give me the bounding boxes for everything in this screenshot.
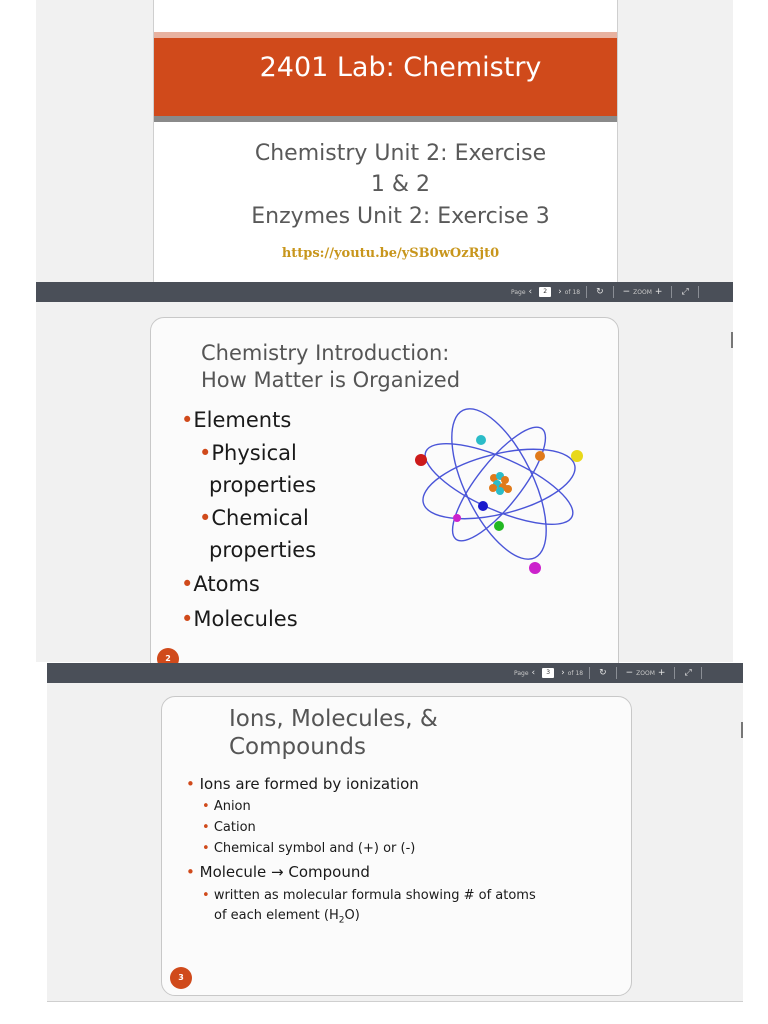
toolbar-divider xyxy=(613,286,614,298)
list-item-text: Elements xyxy=(193,408,292,432)
zoom-in-button[interactable]: + xyxy=(654,287,663,297)
next-page-button[interactable]: › xyxy=(558,287,562,297)
rotate-icon[interactable]: ↻ xyxy=(596,287,604,297)
fullscreen-icon[interactable]: ⤢ xyxy=(681,287,689,297)
formula-text: of each element (H xyxy=(214,908,339,923)
toolbar-divider xyxy=(701,667,702,679)
rotate-icon[interactable]: ↻ xyxy=(599,668,607,678)
list-item xyxy=(181,603,298,635)
toolbar-divider xyxy=(616,667,617,679)
list-item-text: Anion xyxy=(213,799,251,814)
slide-2 xyxy=(150,317,619,677)
slide-1-title: 2401 Lab: Chemistry xyxy=(259,52,542,83)
list-item-text: Atoms xyxy=(193,572,260,596)
toolbar-divider xyxy=(586,286,587,298)
zoom-out-button[interactable]: − xyxy=(622,287,631,297)
toolbar-divider xyxy=(671,286,672,298)
slide-2-title xyxy=(201,340,460,394)
scrollbar-thumb[interactable] xyxy=(741,722,743,738)
slide-1 xyxy=(153,0,618,282)
zoom-in-button[interactable]: + xyxy=(657,668,666,678)
page-controls xyxy=(511,282,705,302)
slide-1-subtitle-line-1: Chemistry Unit 2: Exercise xyxy=(254,141,547,166)
list-item-text: Ions are formed by ionization xyxy=(199,775,419,793)
list-item xyxy=(199,502,309,534)
list-item-continuation: properties xyxy=(209,538,317,562)
list-item xyxy=(199,437,297,469)
previous-page-button[interactable]: ‹ xyxy=(531,668,536,678)
page-label: Page xyxy=(511,288,526,296)
title-band-shadow xyxy=(154,116,617,122)
slide-2-title-line-2: How Matter is Organized xyxy=(201,368,461,392)
bullet-icon: • xyxy=(202,820,214,835)
slide-1-subtitle-line-2: 1 & 2 xyxy=(370,172,431,197)
toolbar-divider xyxy=(589,667,590,679)
slide-3-title-line-1: Ions, Molecules, & xyxy=(229,706,438,732)
page-label: Page xyxy=(514,669,529,677)
list-item-continuation: properties xyxy=(209,473,317,497)
scrollbar-thumb[interactable] xyxy=(731,332,733,348)
list-item xyxy=(186,862,370,883)
list-item-text: Physical xyxy=(211,441,297,465)
toolbar-divider xyxy=(674,667,675,679)
fullscreen-icon[interactable]: ⤢ xyxy=(684,668,692,678)
page-count-label: of 18 xyxy=(564,288,581,296)
bullet-icon: • xyxy=(181,607,194,631)
slide-number-badge: 3 xyxy=(170,967,192,989)
page-number-input[interactable]: 3 xyxy=(542,668,554,678)
page-count-label: of 18 xyxy=(567,669,584,677)
viewer-toolbar-1 xyxy=(36,282,733,302)
page-number-input[interactable]: 2 xyxy=(539,287,551,297)
bullet-icon: • xyxy=(199,506,212,530)
list-item xyxy=(202,838,415,859)
slide-3 xyxy=(161,696,632,996)
slide-3-title-line-2: Compounds xyxy=(229,734,366,760)
bullet-icon: • xyxy=(202,841,214,856)
bullet-icon: • xyxy=(202,799,214,814)
page-controls xyxy=(514,663,708,683)
atom-icon xyxy=(409,400,589,580)
list-item-text: Cation xyxy=(213,820,256,835)
list-item-text: Chemical xyxy=(211,506,309,530)
bullet-icon: • xyxy=(181,572,194,596)
previous-page-button[interactable]: ‹ xyxy=(528,287,533,297)
bullet-icon: • xyxy=(186,863,200,881)
zoom-out-button[interactable]: − xyxy=(625,668,634,678)
list-item-text: Molecules xyxy=(193,607,298,631)
next-page-button[interactable]: › xyxy=(561,668,565,678)
slide-2-title-line-1: Chemistry Introduction: xyxy=(201,341,450,365)
list-item-text: Chemical symbol and (+) or (-) xyxy=(213,841,416,856)
bullet-icon: • xyxy=(186,775,200,793)
slide-number-badge: 2 xyxy=(157,648,179,670)
list-item xyxy=(186,774,419,795)
list-item-text: written as molecular formula showing # of atoms xyxy=(213,888,536,903)
bullet-icon: • xyxy=(199,441,212,465)
bullet-icon: • xyxy=(202,888,214,903)
formula-subscript: 2 xyxy=(338,915,345,926)
zoom-label: ZOOM xyxy=(633,288,652,296)
list-item xyxy=(202,817,256,838)
list-item xyxy=(181,568,260,600)
slide-3-title xyxy=(229,705,438,761)
video-link[interactable]: https://youtu.be/ySB0wOzRjt0 xyxy=(281,246,500,261)
list-item xyxy=(202,796,251,817)
bullet-icon: • xyxy=(181,408,194,432)
viewer-toolbar-2 xyxy=(47,663,743,683)
slide-1-subtitle-line-3: Enzymes Unit 2: Exercise 3 xyxy=(251,204,550,229)
list-item-text: Molecule → Compound xyxy=(199,863,370,881)
formula-text-end: O) xyxy=(344,908,360,923)
toolbar-divider xyxy=(698,286,699,298)
list-item xyxy=(181,404,291,436)
zoom-label: ZOOM xyxy=(636,669,655,677)
list-item-continuation xyxy=(214,905,360,932)
list-item xyxy=(202,885,536,906)
